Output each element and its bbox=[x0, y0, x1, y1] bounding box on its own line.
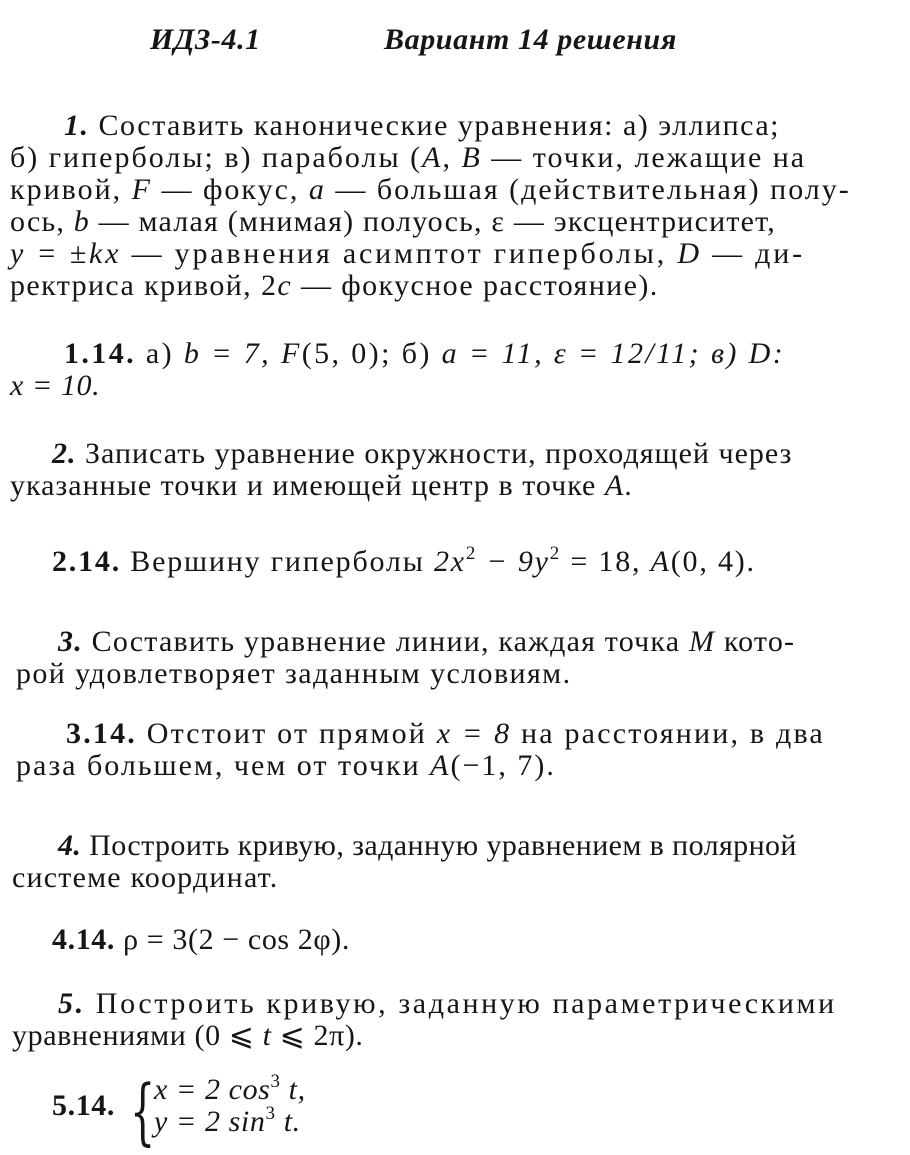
task-3-14-line-2: раза большем, чем от точки A(−1, 7). bbox=[16, 749, 556, 782]
problem-5-number: 5. bbox=[58, 987, 86, 1020]
task-1-14-line-1: 1.14. а) b = 7, F(5, 0); б) a = 11, ε = 12/11; в) D: bbox=[64, 337, 786, 370]
problem-2-number: 2. bbox=[52, 437, 77, 470]
problem-1-line-5: y = ±kx — уравнения асимптот гиперболы, D — ди- bbox=[10, 237, 805, 270]
problem-4-number: 4. bbox=[58, 829, 82, 862]
variant-title: Вариант 14 решения bbox=[384, 23, 677, 56]
problem-4-line-1: 4. Построить кривую, заданную уравнением в полярной bbox=[58, 829, 797, 862]
problem-1-line-3: кривой, F — фокус, a — большая (действительная) полу- bbox=[10, 173, 851, 206]
problem-3-line-1: 3. Составить уравнение линии, каждая точка M кото- bbox=[58, 625, 796, 658]
task-3-14-line-1: 3.14. Отстоит от прямой x = 8 на расстоянии, в два bbox=[66, 717, 825, 750]
task-4-14-number: 4.14. bbox=[52, 923, 115, 956]
task-1-14-line-2: x = 10. bbox=[10, 369, 101, 402]
problem-5-line-1: 5. Построить кривую, заданную параметрическими bbox=[58, 987, 837, 1020]
problem-1-line-6: ректриса кривой, 2c — фокусное расстояние). bbox=[10, 269, 659, 302]
problem-1-number: 1. bbox=[64, 109, 90, 142]
problem-1-line-4: ось, b — малая (мнимая) полуось, ε — эксцентриситет, bbox=[10, 205, 776, 238]
task-4-14: 4.14. ρ = 3(2 − cos 2φ). bbox=[52, 923, 350, 956]
task-3-14-number: 3.14. bbox=[66, 717, 137, 750]
problem-5-line-2: уравнениями (0 ⩽ t ⩽ 2π). bbox=[12, 1019, 364, 1052]
task-2-14: 2.14. Вершину гиперболы $2x^2 - 9y^2 = 18$, A(0, 4). bbox=[52, 543, 756, 578]
system-brace: { bbox=[130, 1069, 156, 1153]
problem-1-line-1: 1. Составить канонические уравнения: а) эллипса; bbox=[64, 109, 781, 142]
task-5-14-y-equation: y = 2 $\sin^3 t$. bbox=[154, 1103, 301, 1138]
problem-1-line-2: б) гиперболы; в) параболы (A, B — точки, лежащие на bbox=[10, 141, 807, 174]
task-5-14-number: 5.14. bbox=[52, 1089, 115, 1122]
problem-3-line-2: рой удовлетворяет заданным условиям. bbox=[16, 657, 572, 690]
problem-2-line-1: 2. Записать уравнение окружности, проходящей через bbox=[52, 437, 793, 470]
task-2-14-number: 2.14. bbox=[52, 545, 121, 578]
task-1-14-number: 1.14. bbox=[64, 337, 136, 370]
problem-4-line-2: системе координат. bbox=[12, 861, 279, 894]
problem-3-number: 3. bbox=[58, 625, 83, 658]
doc-code: ИДЗ-4.1 bbox=[150, 23, 261, 56]
task-5-14-x-equation: x = 2 $\cos^3 t$, bbox=[154, 1071, 306, 1106]
problem-2-line-2: указанные точки и имеющей центр в точке A. bbox=[10, 469, 633, 502]
